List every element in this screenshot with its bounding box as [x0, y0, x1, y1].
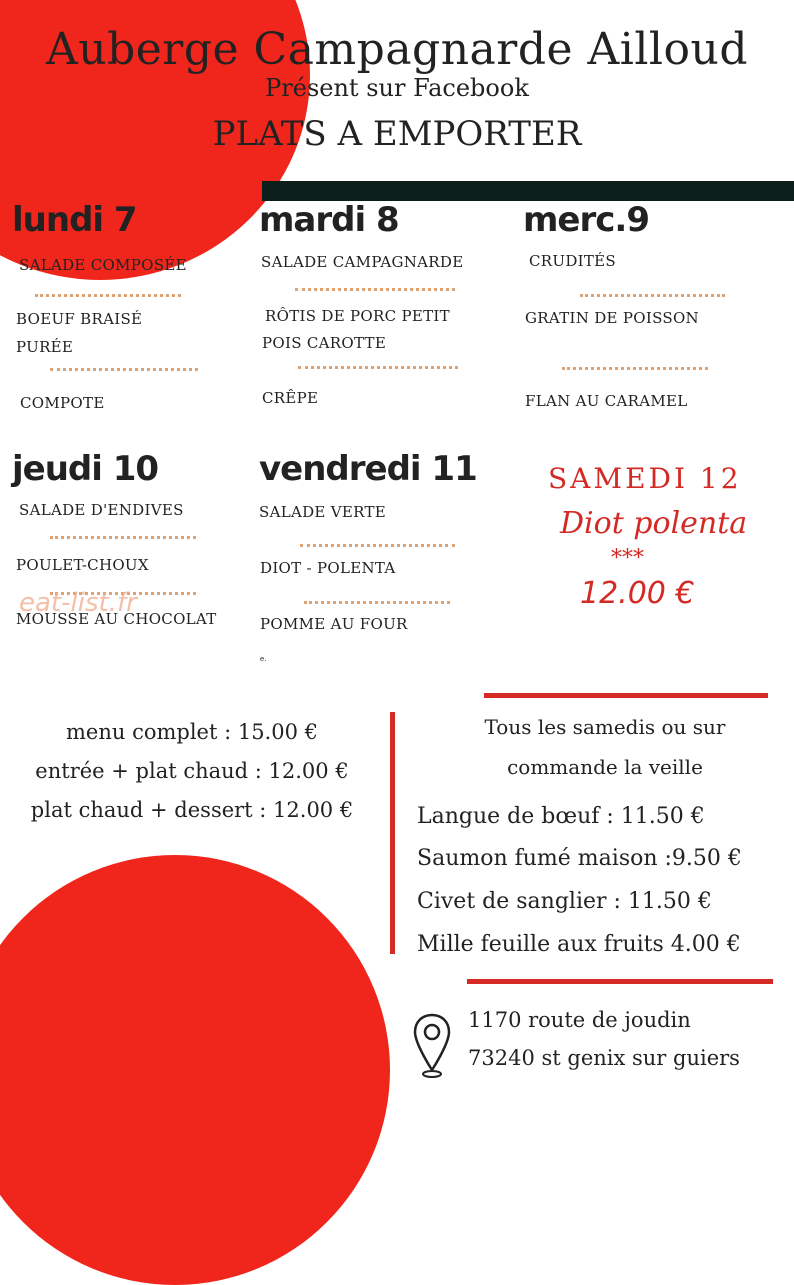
dotted-separator — [298, 366, 458, 369]
menu-item-dessert: FLAN AU CARAMEL — [525, 392, 688, 410]
menu-item-main: PURÉE — [16, 338, 74, 356]
specials-intro: commande la veille — [507, 755, 703, 779]
menu-item-main: GRATIN DE POISSON — [525, 309, 699, 327]
menu-item-main: POULET-CHOUX — [16, 556, 149, 574]
red-circle-bottom-left — [0, 855, 390, 1285]
header-divider-bar — [262, 181, 794, 201]
special-item: Civet de sanglier : 11.50 € — [417, 889, 712, 914]
day-title-vendredi: vendredi 11 — [259, 449, 477, 489]
day-title-jeudi: jeudi 10 — [12, 449, 159, 489]
menu-item-main: DIOT - POLENTA — [260, 559, 396, 577]
restaurant-title: Auberge Campagnarde Ailloud — [45, 24, 748, 75]
takeaway-heading: PLATS A EMPORTER — [212, 114, 582, 154]
day-title-mercredi: merc.9 — [523, 200, 649, 240]
menu-item-main: POIS CAROTTE — [262, 334, 387, 352]
small-note: e. — [260, 655, 267, 663]
dotted-separator — [35, 294, 181, 297]
red-divider-top — [484, 693, 768, 698]
dotted-separator — [295, 288, 455, 291]
red-divider-vertical — [390, 712, 395, 954]
facebook-subtitle: Présent sur Facebook — [265, 74, 529, 102]
menu-item-dessert: POMME AU FOUR — [260, 615, 408, 633]
location-pin-icon — [412, 1012, 452, 1082]
special-item: Saumon fumé maison :9.50 € — [417, 846, 742, 871]
price-plat-dessert: plat chaud + dessert : 12.00 € — [30, 798, 354, 822]
menu-item-dessert: COMPOTE — [20, 394, 105, 412]
samedi-dish: Diot polenta — [560, 506, 748, 541]
menu-item-dessert: CRÊPE — [262, 389, 319, 407]
menu-item-starter: CRUDITÉS — [529, 252, 616, 270]
dotted-separator — [300, 544, 455, 547]
special-item: Mille feuille aux fruits 4.00 € — [417, 932, 741, 957]
address-line-2: 73240 st genix sur guiers — [468, 1046, 740, 1070]
specials-intro: Tous les samedis ou sur — [484, 715, 726, 739]
menu-item-main: BOEUF BRAISÉ — [16, 310, 143, 328]
samedi-title: SAMEDI 12 — [548, 462, 742, 495]
address-line-1: 1170 route de joudin — [468, 1008, 691, 1032]
price-entree-plat: entrée + plat chaud : 12.00 € — [35, 759, 349, 783]
menu-item-starter: SALADE D'ENDIVES — [19, 501, 184, 519]
menu-item-starter: SALADE COMPOSÉE — [19, 256, 187, 274]
menu-item-main: RÔTIS DE PORC PETIT — [265, 307, 450, 325]
watermark-text: eat-list.fr — [19, 588, 137, 618]
dotted-separator — [580, 294, 725, 297]
samedi-price: 12.00 € — [580, 576, 695, 611]
day-title-lundi: lundi 7 — [12, 200, 137, 240]
dotted-separator — [562, 367, 708, 370]
menu-item-dessert: MOUSSE AU CHOCOLAT — [16, 610, 217, 628]
day-title-mardi: mardi 8 — [259, 200, 399, 240]
dotted-separator — [50, 368, 198, 371]
red-divider-bottom — [467, 979, 773, 984]
price-menu-complet: menu complet : 15.00 € — [66, 720, 318, 744]
menu-item-starter: SALADE VERTE — [259, 503, 387, 521]
menu-item-starter: SALADE CAMPAGNARDE — [261, 253, 464, 271]
special-item: Langue de bœuf : 11.50 € — [417, 804, 705, 829]
dotted-separator — [304, 601, 450, 604]
samedi-stars: *** — [611, 546, 644, 571]
dotted-separator — [50, 536, 196, 539]
